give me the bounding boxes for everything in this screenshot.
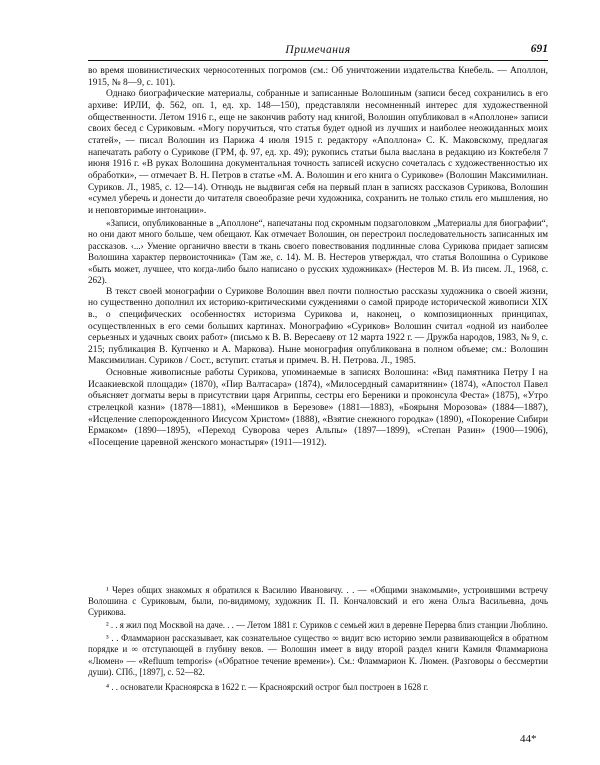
footnotes (88, 585, 548, 695)
footnote-1: ¹ Через общих знакомых я обратился к Василию Ивановичу. . . — «Общими знакомыми», устроившими встречу Волошина с Суриковым, были, по-видимому, художник П. П. Кончаловский и его жена Ольга Васильевна, дочь Сурикова. (88, 585, 548, 618)
main-text (88, 66, 548, 450)
paragraph: Основные живописные работы Сурикова, упоминаемые в записях Волошина: «Вид памятника Петру I на Исаакиевской площади» (1870), «Пир Валтасара» (1874), «Милосердный самаритянин» (1874), «Апостол Павел объясняет догматы веры в присутствии царя Агриппы, сестры его Береники и проконсула Феста» (1875), «Утро стрелецкой казни» (1878—1881), «Меншиков в Березове» (1881—1883), «Боярыня Морозова» (1884—1887), «Исцеление слепорожденного Иисусом Христом» (1888), «Взятие снежного городка» (1890), «Покорение Сибири Ермаком» (1890—1895), «Переход Суворова через Альпы» (1897—1899), «Степан Разин» (1900—1906), «Посещение царевной женского монастыря» (1911—1912). (88, 368, 548, 449)
paragraph: Однако биографические материалы, собранные и записанные Волошиным (записи бесед сохранились в его архиве: ИРЛИ, ф. 562, оп. 1, ед. хр. 148—150), представляли несомненный интерес для художественной общественности. Летом 1916 г., еще не закончив работу над книгой, Волошин опубликовал в «Аполлоне» записи своих бесед с Суриковым. «Могу поручиться, что статья будет одной из лучших и наиболее неожиданных моих статей», — писал Волошин из Парижа 4 июля 1915 г. редактору «Аполлона» С. К. Маковскому, предлагая напечатать работу о Сурикове (ГРМ, ф. 97, ед. хр. 49); рукопись статьи была выслана в редакцию из Коктебеля 7 июня 1916 г. «В руках Волошина документальная точность записей искусно сочеталась с художественностью их обработки», — отмечает В. Н. Петров в статье «М. А. Волошин и его книга о Сурикове» (Волошин Максимилиан. Суриков. Л., 1985, с. 12—14). Отнюдь не выдвигая себя на первый план в записях рассказов Сурикова, Волошин «сумел уберечь и донести до читателя своеобразие речи художника, сохранить не только стиль его мышления, но и неповторимые интонации». (88, 89, 548, 216)
signature-folio: 44* (520, 733, 537, 745)
running-title: Примечания (285, 44, 351, 56)
quote-paragraph: «Записи, опубликованные в „Аполлоне“, напечатаны под скромным подзаголовком „Материалы для биографии“, но они дают много больше, чем обещают. Как отмечает Волошин, он перестроил последовательность записанных им рассказов. ‹...› Умение органично ввести в ткань своего повествования подлинные слова Сурикова придает записям Волошина характер первоисточника» (Там же, с. 14). М. В. Нестеров утверждал, что статья Волошина о Сурикове «быть может, лучшее, что когда-либо было написано о русских художниках» (Нестеров М. В. Из писем. Л., 1968, с. 262). (88, 217, 548, 286)
footnote-4: ⁴ . . основатели Красноярска в 1622 г. — Красноярский острог был построен в 1628 г. (106, 681, 429, 692)
paragraph: во время шовинистических черносотенных погромов (см.: Об уничтожении издательства Кнебель. — Аполлон, 1915, № 8—9, с. 101). (88, 66, 548, 88)
footnote-3: ³ . . Фламмарион рассказывает, как сознательное существо ∞ видит всю историю земли развивающейся в обратном порядке и ∞ отступающей в глубину веков. — Волошин имеет в виду второй раздел книги Камиля Фламмариона «Люмен» — «Refluum temporis» («Обратное течение времени»). См.: Фламмарион К. Люмен. (Разговоры о бессмертии души). СПб., [1897], с. 52—82. (88, 633, 548, 677)
footnote-2: ² . . я жил под Москвой на даче. . . — Летом 1881 г. Суриков с семьей жил в деревне Перерва близ станции Люблино. (106, 620, 548, 631)
running-header (88, 44, 548, 61)
page-number: 691 (530, 43, 548, 55)
paragraph: В текст своей монографии о Сурикове Волошин ввел почти полностью рассказы художника о своей жизни, но существенно дополнил их историко-критическими суждениями о самой природе исторической живописи XIX в., о специфических особенностях историзма Сурикова и, наконец, о композиционных принципах, осуществленных в его семи больших картинах. Монографию «Суриков» Волошин считал «одной из наиболее серьезных и удачных своих работ» (письмо к В. В. Вересаеву от 12 марта 1922 г. — Дружба народов, 1983, № 9, с. 215; публикация В. Купченко и А. Маркова). Ныне монография опубликована в полном объеме; см.: Волошин Максимилиан. Суриков / Сост., вступит. статья и примеч. В. Н. Петрова. Л., 1985. (88, 286, 548, 367)
